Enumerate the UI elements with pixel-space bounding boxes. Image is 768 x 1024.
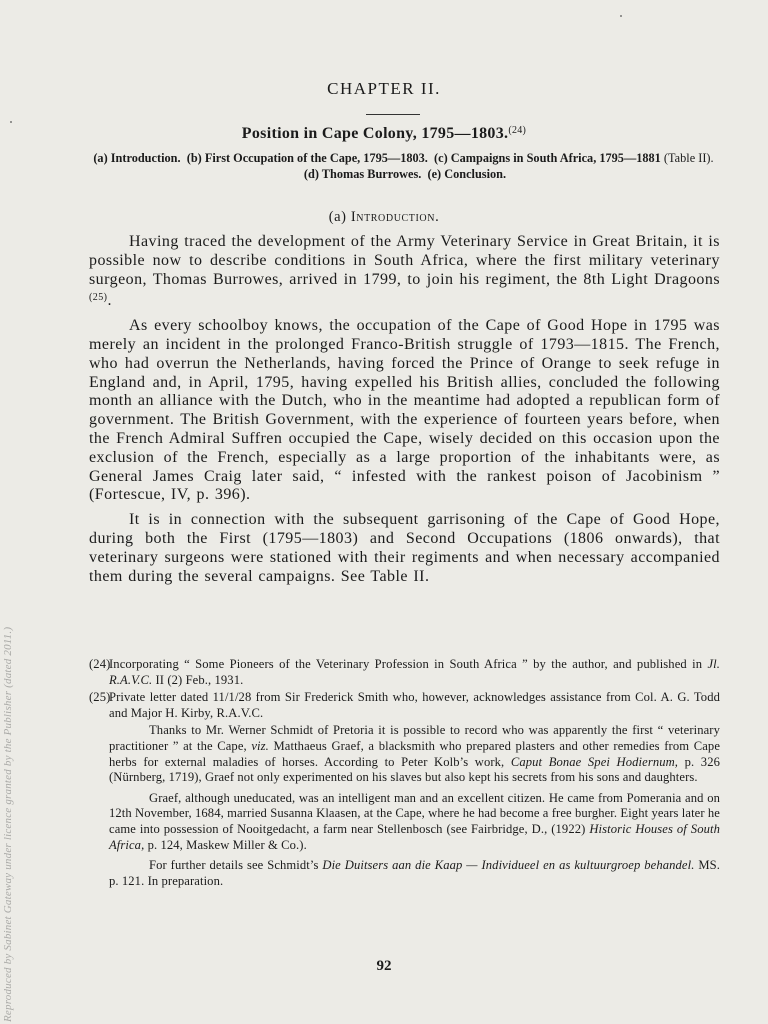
- chapter-heading: CHAPTER II.: [327, 79, 441, 98]
- paragraph: [89, 233, 720, 311]
- footnote-text: Incorporating “ Some Pioneers of the Veterinary Profession in South Africa ” by the author, and published in: [109, 657, 703, 671]
- footnote-text: MS. p. 121. In preparation.: [109, 858, 720, 888]
- footnote-ref: (25): [89, 292, 108, 304]
- footnote-continuation: [109, 858, 720, 889]
- contents-item-a: (a) Introduction.: [93, 151, 181, 165]
- footnote-24: [89, 657, 720, 688]
- body-text: [89, 233, 720, 592]
- contents-item-e: (e) Conclusion.: [427, 167, 507, 181]
- sabinet-watermark: Reproduced by Sabinet Gateway under licence granted by the Publisher (dated 2011.): [2, 626, 14, 1022]
- paragraph-text: Having traced the development of the Army Veterinary Service in Great Britain, it is possible now to describe conditions in South Africa, where the first military veterinary surgeon, Thomas Burrowes, arrived in 1799, to join his regiment, the 8th Light Dragoons: [89, 233, 720, 288]
- footnote-mark: (24): [89, 657, 111, 671]
- footnote-text: p. 124, Maskew Miller & Co.).: [147, 837, 307, 852]
- chapter-rule: [366, 114, 420, 115]
- footnote-text: Graef, although uneducated, was an intelligent man and an excellent citizen. He came from Pomerania and on 12th November, 1684, married Susanna Klaasen, at the Cape, where he had become a free burgher. Eight years later he came into possession of Nooitgedacht, a farm near Stellenbosch (see Fairbridge, D., (1922): [109, 790, 720, 836]
- chapter-title: [0, 125, 768, 143]
- section-heading: [0, 209, 768, 226]
- journal-title: Jl. R.A.V.C.: [109, 657, 720, 687]
- contents-item-b: (b) First Occupation of the Cape, 1795—1803.: [186, 151, 428, 165]
- contents-item-c: (c) Campaigns in South Africa, 1795—1881: [434, 151, 661, 165]
- chapter-title-text: Position in Cape Colony, 1795—1803.: [241, 125, 509, 142]
- footnote-text: Private letter dated 11/1/28 from Sir Frederick Smith who, however, acknowledges assistance from Col. A. G. Todd and Major H. Kirby, R.A.V.C.: [109, 690, 720, 720]
- paragraph: It is in connection with the subsequent garrisoning of the Cape of Good Hope, during both the First (1795—1803) and Second Occupations (1806 onwards), that veterinary surgeons were stationed with their regiments and when necessary accompanied them during the several campaigns. See Table II.: [89, 511, 720, 585]
- book-title: Historic Houses of South Africa,: [109, 821, 720, 852]
- footnote-continuation: [109, 723, 720, 785]
- footnote-mark: (25): [89, 690, 111, 705]
- contents-item-d: (d) Thomas Burrowes.: [303, 167, 422, 181]
- scan-speck: [10, 121, 12, 123]
- footnote-text: Matthaeus Graef, a blacksmith who prepared plasters and other remedies from Cape herbs for external maladies of horses. According to Peter Kolb’s work,: [109, 738, 721, 769]
- chapter-contents: [90, 150, 720, 182]
- book-title: Die Duitsers aan die Kaap — Individueel en as kultuurgroep behandel.: [322, 858, 695, 873]
- footnote-ref: (24): [508, 125, 527, 136]
- section-heading-text: Introduction.: [350, 209, 440, 225]
- footnote-italic: viz.: [251, 738, 269, 753]
- footnote-text: p. 326 (Nürnberg, 1719), Graef not only experimented on his slaves but also kept his secrets from his sons and daughters.: [109, 754, 720, 785]
- footnote-continuation: [109, 791, 720, 853]
- section-heading-prefix: (a): [328, 209, 347, 225]
- contents-item-c-table: (Table II).: [663, 151, 714, 165]
- footnote-text: Thanks to Mr. Werner Schmidt of Pretoria it is possible to record who was apparently the first “ veterinary practitioner ” at the Cape,: [109, 723, 720, 753]
- book-title: Caput Bonae Spei Hodiernum,: [510, 754, 679, 769]
- footnote-25: [89, 690, 720, 721]
- scan-speck: [620, 15, 622, 17]
- paragraph: As every schoolboy knows, the occupation of the Cape of Good Hope in 1795 was merely an incident in the prolonged Franco-British struggle of 1793—1815. The French, who had overrun the Netherlands, having forced the Prince of Orange to seek refuge in England and, in April, 1795, having expelled his British allies, concluded the following month an alliance with the Dutch, who in the meantime had adopted a republican form of government. The British Government, with the experience of fourteen years before, when the French Admiral Suffren occupied the Cape, wisely decided on this occasion upon the exclusion of the French, especially as a large proportion of the inhabitants were, as General James Craig later said, “ infested with the rankest poison of Jacobinism ” (Fortescue, IV, p. 396).: [89, 317, 720, 504]
- paragraph-end: .: [107, 292, 112, 310]
- footnote-text: For further details see Schmidt’s: [149, 858, 319, 873]
- footnotes: [89, 657, 720, 894]
- page-number: 92: [376, 958, 392, 974]
- footnote-text: II (2) Feb., 1931.: [155, 672, 244, 687]
